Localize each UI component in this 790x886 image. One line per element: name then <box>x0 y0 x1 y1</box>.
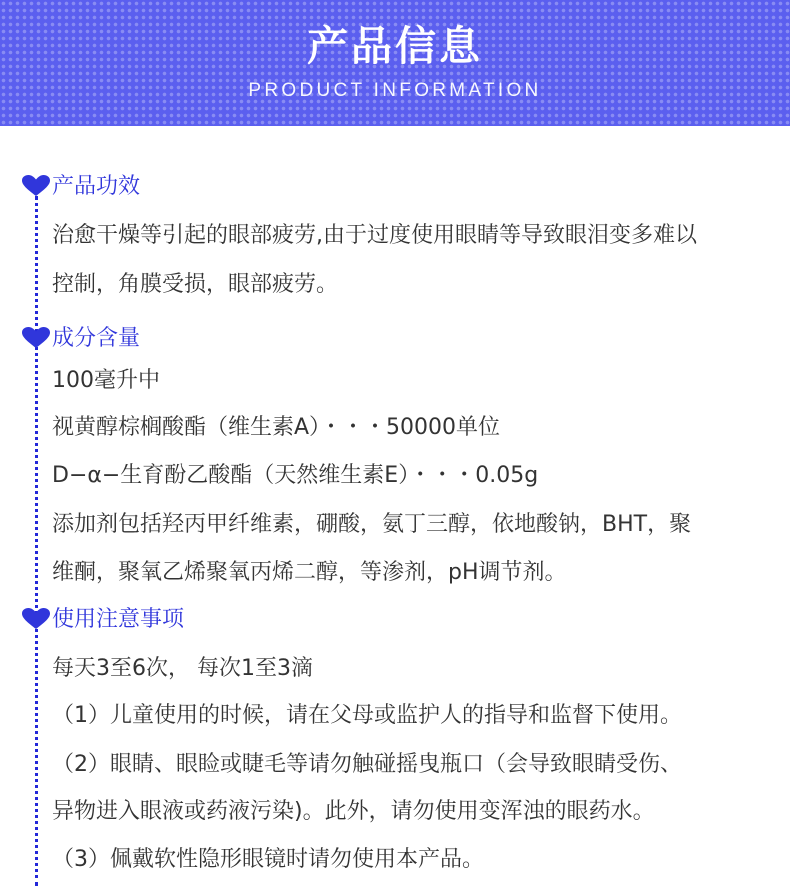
ingredients-text-line: 维酮，聚氧乙烯聚氧丙烯二醇，等渗剂，pH调节剂。 <box>52 560 567 585</box>
timeline-dotted-line <box>35 196 38 886</box>
precautions-text-line: 异物进入眼液或药液污染)。此外，请勿使用变浑浊的眼药水。 <box>52 799 655 824</box>
section-heading-efficacy: 产品功效 <box>52 174 141 199</box>
page-subtitle: PRODUCT INFORMATION <box>248 80 542 101</box>
ingredients-text-line: D−α−生育酚乙酸酯（天然维生素E）・・・0.05g <box>52 463 539 488</box>
ingredients-text-line: 视黄醇棕榈酸酯（维生素A）・・・50000单位 <box>52 415 501 440</box>
heart-icon <box>22 327 50 349</box>
efficacy-text-line: 控制，角膜受损，眼部疲劳。 <box>52 272 339 297</box>
precautions-text-line: （3）佩戴软性隐形眼镜时请勿使用本产品。 <box>52 847 484 872</box>
ingredients-text-line: 添加剂包括羟丙甲纤维素，硼酸，氨丁三醇，依地酸钠，BHT，聚 <box>52 512 692 537</box>
precautions-text-line: 每天3至6次， 每次1至3滴 <box>52 656 313 681</box>
page-title: 产品信息 <box>307 22 483 70</box>
ingredients-text-line: 100毫升中 <box>52 368 160 393</box>
heart-icon <box>22 175 50 197</box>
heart-icon <box>22 608 50 630</box>
precautions-text-line: （1）儿童使用的时候，请在父母或监护人的指导和监督下使用。 <box>52 703 682 728</box>
section-heading-ingredients: 成分含量 <box>52 326 141 351</box>
header-banner <box>0 0 790 126</box>
section-heading-precautions: 使用注意事项 <box>52 607 185 632</box>
efficacy-text-line: 治愈干燥等引起的眼部疲劳,由于过度使用眼睛等导致眼泪变多难以 <box>52 223 697 248</box>
precautions-text-line: （2）眼睛、眼睑或睫毛等请勿触碰摇曳瓶口（会导致眼睛受伤、 <box>52 752 682 777</box>
